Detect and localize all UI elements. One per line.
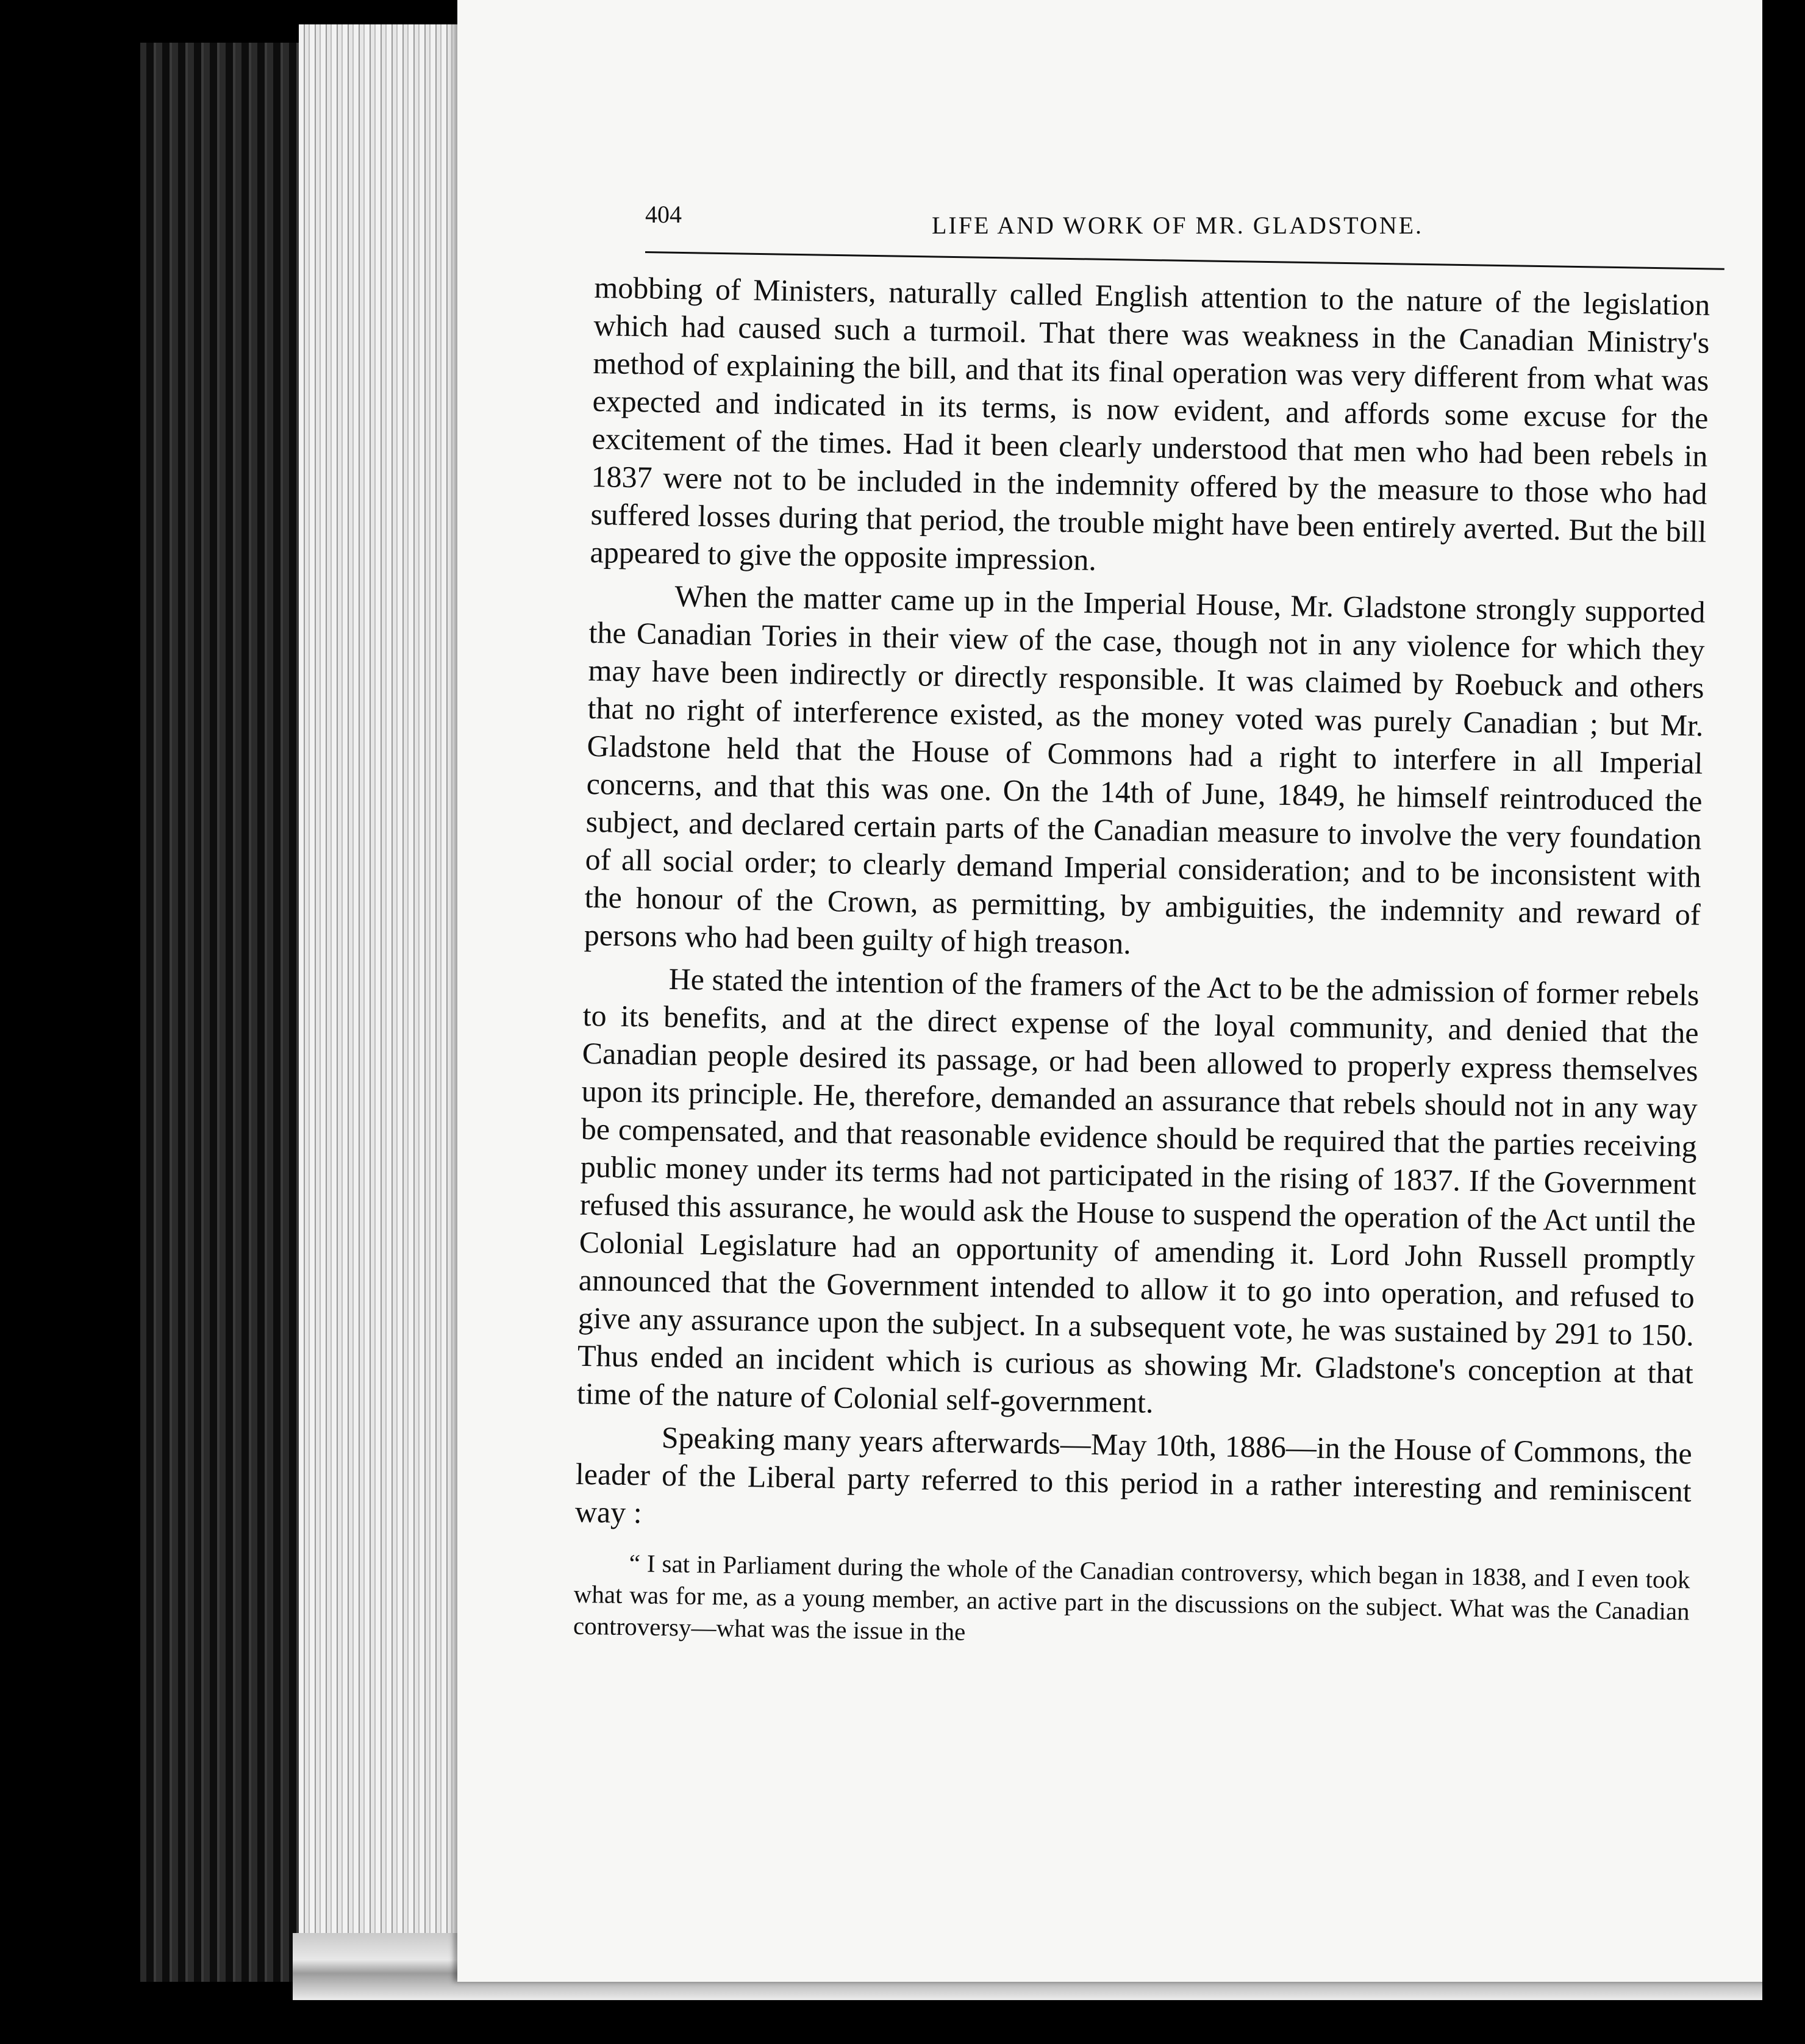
paragraph-4: Speaking many years afterwards—May 10th, 1886—in the House of Commons, the leader of the Liberal party referred to this period in a rather interesting and reminiscent way :: [574, 1420, 1693, 1530]
page-number: 404: [645, 201, 682, 228]
page-edges: [299, 24, 482, 1976]
page-body: [573, 268, 1710, 1663]
paragraph-2: When the matter came up in the Imperial House, Mr. Gladstone strongly supported the Canadian Tories in their view of the case, though not in any violence for which they may have been indirectly or directly responsible. It was claimed by Roebuck and others that no right of interference existed, as the money voted was purely Canadian ; but Mr. Gladstone held that the House of Commons had a right to interfere in all Imperial concerns, and that this was one. On the 14th of June, 1849, he himself reintroduced the subject, and declared certain parts of the Canadian measure to involve the very foundation of all social order; to clearly demand Imperial consideration; and to be inconsistent with the honour of the Crown, as permitting, by ambiguities, the indemnity and reward of persons who had been guilty of high treason.: [584, 579, 1706, 960]
running-head: LIFE AND WORK OF MR. GLADSTONE.: [932, 212, 1424, 239]
block-quote: “ I sat in Parliament during the whole of the Canadian controversy, which began in 1838, and I even took what was for me, as a young member, an active part in the discussions on the subject. What was the Canadian controversy—what was the issue in the: [573, 1549, 1690, 1646]
scan-border: [1762, 0, 1805, 2044]
paragraph-3: He stated the intention of the framers of the Act to be the admission of former rebels to its benefits, and at the direct expense of the loyal community, and denied that the Canadian people desired its passage, or had been allowed to properly express themselves upon its principle. He, therefore, demanded an assurance that rebels should not in any way be compensated, and that reasonable evidence should be required that the parties receiving public money under its terms had not participated in the rising of 1837. If the Government refused this assurance, he would ask the House to suspend the operation of the Act until the Colonial Legislature had an opportunity of amending it. Lord John Russell promptly announced that the Government intended to allow it to go into operation, and refused to give any assurance upon the subject. In a subsequent vote, he was sustained by 291 to 150. Thus ended an incident which is curious as showing Mr. Gladstone's conception at that time of the nature of Colonial self-government.: [576, 962, 1700, 1420]
page-header: [645, 189, 1718, 256]
book-cover-edge: [140, 43, 305, 1982]
paragraph-1: mobbing of Ministers, naturally called English attention to the nature of the legislation which had caused such a turmoil. That there was weakness in the Canadian Ministry's method of explaining the bill, and that its final operation was very different from what was expected and indicated in its terms, is now evident, and affords some excuse for the excitement of the times. Had it been clearly understood that men who had been rebels in 1837 were not to be included in the indemnity offered by the measure to those who had suffered losses during that period, the trouble might have been entirely averted. But the bill appeared to give the opposite impression.: [590, 270, 1710, 577]
